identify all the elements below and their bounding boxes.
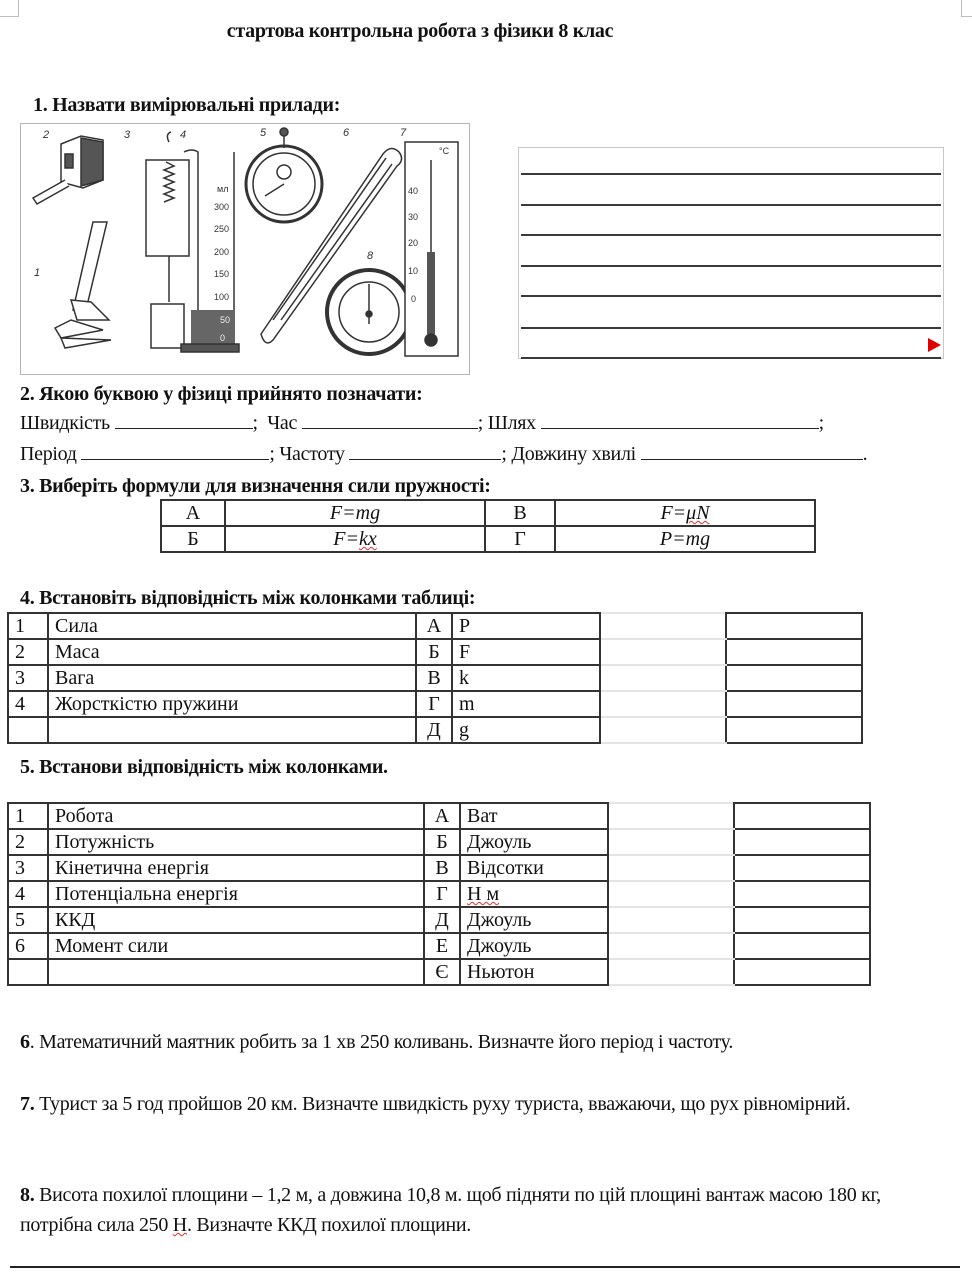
- table-row: [8, 881, 870, 907]
- row-number-text: 6: [15, 935, 25, 957]
- period-answer-blank[interactable]: [81, 443, 269, 460]
- row-letter-text: А: [426, 615, 442, 637]
- spacer-cell: [600, 691, 726, 717]
- row-term-text: ККД: [55, 909, 96, 931]
- spacer-cell: [608, 933, 734, 959]
- row-value-text: Джоуль: [467, 909, 532, 931]
- table-row: [8, 613, 862, 639]
- spacer-cell: [608, 907, 734, 933]
- row-letter-text: Б: [436, 831, 448, 853]
- svg-text:40: 40: [408, 186, 419, 196]
- row-letter-text: Г: [436, 883, 448, 905]
- row-number-text: 2: [15, 831, 25, 853]
- question-7: [20, 1089, 940, 1119]
- row-letter: [424, 803, 460, 829]
- row-term: [48, 829, 424, 855]
- time-label: Час: [267, 412, 298, 434]
- row-term-text: Потужність: [55, 831, 155, 853]
- row-letter: [424, 881, 460, 907]
- row-term-text: Кінетична енергія: [55, 857, 209, 879]
- frequency-label: Частоту: [279, 443, 345, 465]
- wavelength-answer-blank[interactable]: [641, 443, 863, 460]
- question-number: 8.: [20, 1184, 35, 1206]
- table-row: [8, 933, 870, 959]
- figure-label-7: 7: [400, 127, 407, 139]
- row-term: [48, 959, 424, 985]
- option-letter[interactable]: Б: [161, 526, 225, 552]
- path-label: Шлях: [487, 412, 536, 434]
- table-row: [8, 907, 870, 933]
- row-letter: [424, 855, 460, 881]
- question-8: [20, 1180, 940, 1240]
- answer-cell[interactable]: [726, 639, 862, 665]
- row-value-text: m: [459, 693, 475, 715]
- question-1-heading: 1. Назвати вимірювальні прилади:: [33, 94, 341, 116]
- speed-answer-blank[interactable]: [115, 412, 253, 429]
- row-term-text: Момент сили: [55, 935, 169, 957]
- row-letter-text: Д: [435, 909, 449, 931]
- option-formula[interactable]: [555, 500, 815, 526]
- row-letter: [416, 717, 452, 743]
- row-term-text: Сила: [55, 615, 98, 637]
- row-letter-text: Б: [428, 641, 440, 663]
- formula-part: F=: [660, 502, 687, 524]
- table-row: [8, 665, 862, 691]
- row-value: [460, 959, 608, 985]
- answer-cell[interactable]: [726, 665, 862, 691]
- row-number-text: 3: [15, 857, 25, 879]
- row-value-text: Відсотки: [467, 857, 544, 879]
- row-term-text: Жорсткістю пружини: [55, 693, 239, 715]
- spring-scale-icon: [146, 132, 189, 348]
- formula-part-misspelled: μN: [686, 502, 710, 524]
- option-letter[interactable]: В: [485, 500, 555, 526]
- path-answer-blank[interactable]: [541, 412, 819, 429]
- row-term: [48, 907, 424, 933]
- answer-cell[interactable]: [734, 933, 870, 959]
- row-value-text: P: [459, 615, 471, 637]
- figure-label-8: 8: [367, 250, 374, 262]
- answer-cell[interactable]: [734, 829, 870, 855]
- row-number: [8, 639, 48, 665]
- row-letter: [416, 639, 452, 665]
- unit-misspelled: Н: [172, 1214, 187, 1236]
- svg-text:30: 30: [408, 212, 419, 222]
- question-text: . Визначте ККД похилої площини.: [186, 1214, 471, 1236]
- row-letter: [424, 907, 460, 933]
- page-corner-mark-right: [961, 0, 972, 17]
- formula-options-table: [160, 499, 816, 553]
- answer-cell[interactable]: [734, 907, 870, 933]
- spacer-cell: [608, 881, 734, 907]
- svg-text:250: 250: [214, 224, 230, 234]
- answer-cell[interactable]: [734, 855, 870, 881]
- stopwatch-icon: [246, 128, 322, 222]
- svg-text:150: 150: [214, 269, 230, 279]
- speed-label: Швидкість: [20, 412, 110, 434]
- matching-table-5: [7, 802, 871, 986]
- row-value: [452, 613, 600, 639]
- row-term-text: Робота: [55, 805, 114, 827]
- row-letter-text: В: [427, 667, 441, 689]
- row-value-text: Ват: [467, 805, 498, 827]
- row-term: [48, 803, 424, 829]
- question-number: 6: [20, 1031, 30, 1053]
- question-text: . Математичний маятник робить за 1 хв 250 коливань. Визначте його період і частоту.: [29, 1031, 734, 1053]
- frequency-answer-blank[interactable]: [349, 443, 501, 460]
- question-2-row-2: Період ; Частоту ; Довжину хвилі .: [20, 443, 868, 465]
- period-label: Період: [20, 443, 77, 465]
- row-term: [48, 855, 424, 881]
- answer-line[interactable]: [521, 357, 941, 359]
- question-2-heading: 2. Якою буквою у фізиці прийнято позначати:: [20, 383, 423, 405]
- play-arrow-icon[interactable]: [928, 338, 941, 352]
- answer-cell[interactable]: [734, 803, 870, 829]
- question-3-heading: 3. Виберіть формули для визначення сили пружності:: [20, 475, 491, 497]
- row-value-text: k: [459, 667, 469, 689]
- row-term: [48, 639, 416, 665]
- svg-text:300: 300: [214, 202, 230, 212]
- row-value: [452, 717, 600, 743]
- row-number: [8, 855, 48, 881]
- row-number: [8, 665, 48, 691]
- question-6: [20, 1027, 940, 1057]
- answer-cell[interactable]: [734, 959, 870, 985]
- svg-text:0: 0: [411, 294, 417, 304]
- row-number: [8, 691, 48, 717]
- spacer-cell: [600, 613, 726, 639]
- svg-text:20: 20: [408, 238, 419, 248]
- row-letter-text: Г: [428, 693, 440, 715]
- answer-cell[interactable]: [726, 691, 862, 717]
- figure-label-4: 4: [180, 129, 187, 141]
- instruments-illustration: [21, 124, 469, 374]
- row-value: [460, 907, 608, 933]
- spacer-cell: [600, 665, 726, 691]
- answer-underline[interactable]: [10, 1266, 960, 1268]
- option-formula[interactable]: [225, 526, 485, 552]
- row-value: [460, 881, 608, 907]
- row-number-text: 1: [15, 615, 25, 637]
- row-term: [48, 881, 424, 907]
- table-row: [8, 829, 870, 855]
- row-number: [8, 829, 48, 855]
- row-letter-text: Є: [435, 961, 449, 983]
- row-number: [8, 717, 48, 743]
- caliper-icon: [55, 222, 111, 348]
- row-number-text: 1: [15, 805, 25, 827]
- formula-part-misspelled: kx: [358, 528, 377, 550]
- row-number-text: 3: [15, 667, 25, 689]
- figure-label-5: 5: [260, 127, 267, 139]
- row-number-text: 5: [15, 909, 25, 931]
- row-term: [48, 613, 416, 639]
- row-number-text: 4: [15, 693, 25, 715]
- table-row: [8, 959, 870, 985]
- figure-label-1: 1: [34, 267, 41, 279]
- row-term-text: Вага: [55, 667, 95, 689]
- answer-cell[interactable]: [726, 717, 862, 743]
- question-text: Висота похилої площини – 1,2 м, а довжина 10,8 м. щоб підняти по цій площині вантаж масою 180 кг, потрібна сила 250: [20, 1184, 881, 1236]
- row-letter-text: А: [434, 805, 450, 827]
- option-formula[interactable]: P=mg: [555, 526, 815, 552]
- answer-line[interactable]: [521, 204, 941, 206]
- row-number: [8, 907, 48, 933]
- spacer-cell: [608, 959, 734, 985]
- row-letter: [416, 665, 452, 691]
- row-letter: [416, 613, 452, 639]
- row-value: [452, 665, 600, 691]
- row-value-text: Джоуль: [467, 935, 532, 957]
- row-term: [48, 933, 424, 959]
- wall-thermometer-icon: [405, 142, 458, 356]
- row-value: [452, 691, 600, 717]
- figure-label-3: 3: [124, 129, 131, 141]
- matching-table-4: [7, 612, 863, 744]
- row-value: [460, 829, 608, 855]
- answer-cell[interactable]: [734, 881, 870, 907]
- svg-text:100: 100: [214, 292, 230, 302]
- row-value-text: Джоуль: [467, 831, 532, 853]
- table-row: [8, 803, 870, 829]
- svg-text:50: 50: [220, 315, 231, 325]
- row-value: [460, 803, 608, 829]
- time-answer-blank[interactable]: [302, 412, 478, 429]
- question-number: 7.: [20, 1093, 35, 1115]
- figure-label-6: 6: [343, 127, 350, 139]
- row-term: [48, 691, 416, 717]
- row-letter-text: Е: [435, 935, 449, 957]
- svg-text:10: 10: [408, 266, 419, 276]
- figure-label-2: 2: [43, 129, 50, 141]
- spacer-cell: [608, 803, 734, 829]
- row-value: [460, 855, 608, 881]
- row-value-text: Н м: [467, 883, 500, 905]
- option-formula[interactable]: F=mg: [225, 500, 485, 526]
- row-value: [460, 933, 608, 959]
- table-row: [8, 717, 862, 743]
- row-number: [8, 959, 48, 985]
- barometer-icon: [327, 270, 411, 354]
- row-number: [8, 933, 48, 959]
- question-4-heading: 4. Встановіть відповідність між колонками таблиці:: [20, 587, 476, 609]
- answer-line[interactable]: [521, 173, 941, 175]
- answer-line[interactable]: [521, 295, 941, 297]
- table-row: [161, 526, 815, 552]
- page-title: стартова контрольна робота з фізики 8 клас: [226, 20, 614, 42]
- instruments-figure: [20, 123, 470, 375]
- spacer-cell: [600, 717, 726, 743]
- row-term: [48, 665, 416, 691]
- row-number: [8, 803, 48, 829]
- row-term: [48, 717, 416, 743]
- row-letter: [424, 933, 460, 959]
- table-row: [161, 500, 815, 526]
- row-letter: [424, 829, 460, 855]
- instrument-answer-lines[interactable]: [518, 147, 944, 359]
- row-letter: [416, 691, 452, 717]
- answer-cell[interactable]: [726, 613, 862, 639]
- formula-part: F=: [333, 528, 359, 550]
- question-2-row-1: Швидкість ; Час ; Шлях ;: [20, 412, 824, 434]
- row-number: [8, 881, 48, 907]
- table-row: [8, 855, 870, 881]
- row-term-text: Маса: [55, 641, 100, 663]
- answer-line[interactable]: [521, 265, 941, 267]
- svg-text:0: 0: [220, 333, 226, 343]
- spacer-cell: [600, 639, 726, 665]
- row-value-text: Ньютон: [467, 961, 535, 983]
- row-letter-text: Д: [427, 719, 441, 741]
- row-number: [8, 613, 48, 639]
- thermometer-unit: °C: [439, 146, 450, 156]
- wavelength-label: Довжину хвилі: [511, 443, 636, 465]
- row-value-text: F: [459, 641, 471, 663]
- row-letter-text: В: [435, 857, 449, 879]
- table-row: [8, 639, 862, 665]
- question-5-heading: 5. Встанови відповідність між колонками.: [20, 756, 388, 778]
- page-corner-mark-left: [0, 0, 19, 17]
- option-letter[interactable]: А: [161, 500, 225, 526]
- row-term-text: Потенціальна енергія: [55, 883, 238, 905]
- tape-measure-icon: [33, 136, 103, 204]
- row-value-text: g: [459, 719, 469, 741]
- answer-line[interactable]: [521, 327, 941, 329]
- question-text: Турист за 5 год пройшов 20 км. Визначте швидкість руху туриста, вважаючи, що рух рівномірний.: [34, 1093, 851, 1115]
- row-number-text: 4: [15, 883, 25, 905]
- row-value: [452, 639, 600, 665]
- spacer-cell: [608, 855, 734, 881]
- table-row: [8, 691, 862, 717]
- answer-line[interactable]: [521, 234, 941, 236]
- svg-text:200: 200: [214, 247, 230, 257]
- row-letter: [424, 959, 460, 985]
- row-number-text: 2: [15, 641, 25, 663]
- spacer-cell: [608, 829, 734, 855]
- option-letter[interactable]: Г: [485, 526, 555, 552]
- cylinder-unit: мл: [217, 184, 229, 194]
